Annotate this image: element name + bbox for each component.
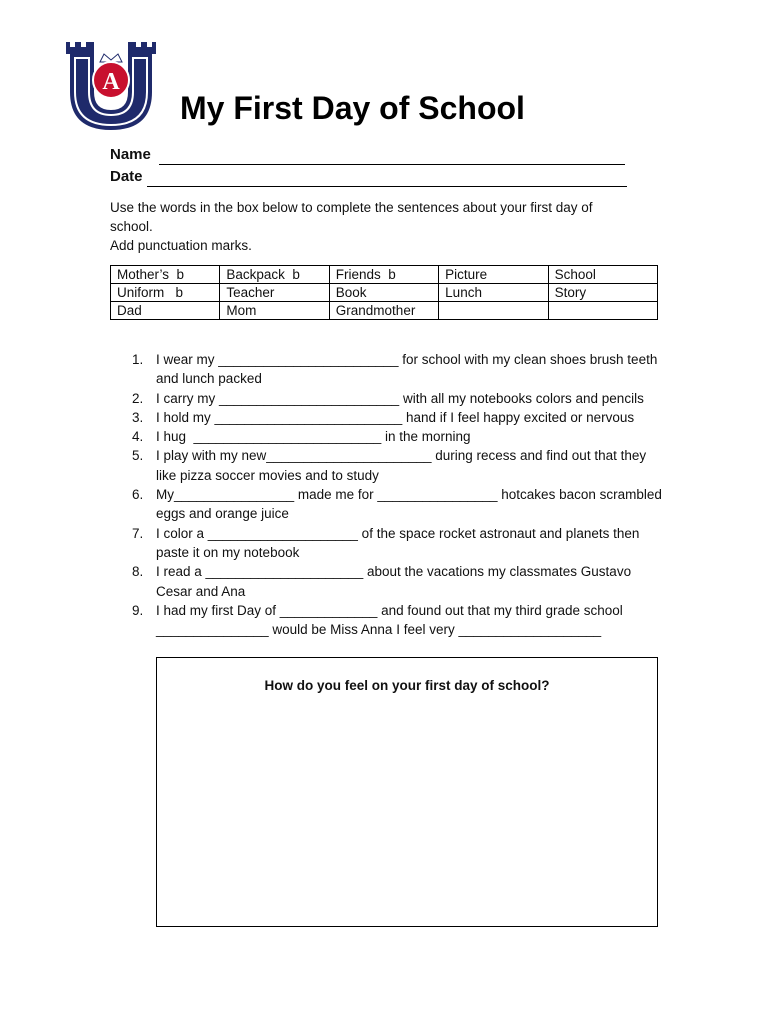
word-box-row — [111, 284, 658, 302]
word-box-row — [111, 266, 658, 284]
sentence-item[interactable] — [132, 562, 662, 601]
word-cell: Picture — [439, 266, 548, 284]
sentence-item[interactable] — [132, 485, 666, 524]
sentence-item[interactable] — [132, 408, 662, 427]
sentence-number: 4. — [132, 429, 144, 445]
name-blank[interactable] — [159, 150, 625, 165]
sentence-number: 3. — [132, 409, 144, 425]
word-box-row — [111, 302, 658, 320]
word-cell: Mother’s b — [111, 266, 220, 284]
feelings-question: How do you feel on your first day of school? — [264, 678, 550, 693]
date-label: Date — [110, 168, 143, 185]
sentence-text: I wear my ________________________ for school with my clean shoes brush teeth and lunch packed — [156, 352, 662, 387]
sentence-number: 6. — [132, 487, 144, 503]
sentence-item[interactable] — [132, 350, 662, 389]
school-logo — [64, 40, 158, 132]
sentence-text: I play with my new______________________ during recess and find out that they like pizza soccer movies and to study — [156, 448, 650, 483]
word-cell: Book — [329, 284, 438, 302]
date-field[interactable] — [110, 167, 627, 187]
sentence-text: I color a ____________________ of the space rocket astronaut and planets then paste it on my notebook — [156, 525, 644, 560]
word-cell: Friends b — [329, 266, 438, 284]
sentence-number: 9. — [132, 602, 144, 618]
word-cell: Story — [548, 284, 657, 302]
date-blank[interactable] — [147, 172, 627, 187]
name-label: Name — [110, 146, 151, 163]
word-box-table — [110, 265, 658, 320]
word-cell — [548, 302, 657, 320]
sentence-text: I hug _________________________ in the morning — [156, 429, 471, 445]
word-cell: School — [548, 266, 657, 284]
sentence-item[interactable] — [132, 524, 662, 563]
word-cell: Lunch — [439, 284, 548, 302]
sentence-item[interactable] — [132, 427, 662, 446]
word-cell: Backpack b — [220, 266, 329, 284]
sentence-item[interactable] — [132, 601, 662, 640]
page-title: My First Day of School — [180, 90, 525, 126]
instructions-line-2: Add punctuation marks. — [110, 238, 252, 253]
sentence-number: 8. — [132, 564, 144, 580]
sentence-number: 7. — [132, 525, 144, 541]
instructions — [110, 198, 630, 255]
sentence-text: I carry my ________________________ with all my notebooks colors and pencils — [156, 390, 644, 406]
word-cell: Grandmother — [329, 302, 438, 320]
sentence-text: My________________ made me for ________________ hotcakes bacon scrambled eggs and orange juice — [156, 487, 666, 522]
sentence-list — [132, 350, 666, 639]
sentence-number: 5. — [132, 448, 144, 464]
word-cell — [439, 302, 548, 320]
word-cell: Mom — [220, 302, 329, 320]
name-field[interactable] — [110, 145, 625, 165]
instructions-line-1: Use the words in the box below to complete the sentences about your first day of school. — [110, 200, 593, 234]
sentence-number: 2. — [132, 390, 144, 406]
sentence-number: 1. — [132, 352, 144, 367]
word-cell: Dad — [111, 302, 220, 320]
sentence-item[interactable] — [132, 446, 662, 485]
sentence-text: I had my first Day of _____________ and found out that my third grade school _______________ would be Miss Anna I feel very ___________________ — [156, 602, 627, 638]
word-cell: Teacher — [220, 284, 329, 302]
sentence-item[interactable] — [132, 389, 662, 408]
word-cell: Uniform b — [111, 284, 220, 302]
sentence-text: I read a _____________________ about the vacations my classmates Gustavo Cesar and Ana — [156, 564, 635, 599]
feelings-answer-box[interactable] — [156, 657, 658, 927]
logo-letter: A — [102, 69, 120, 95]
sentence-text: I hold my _________________________ hand if I feel happy excited or nervous — [156, 409, 635, 425]
